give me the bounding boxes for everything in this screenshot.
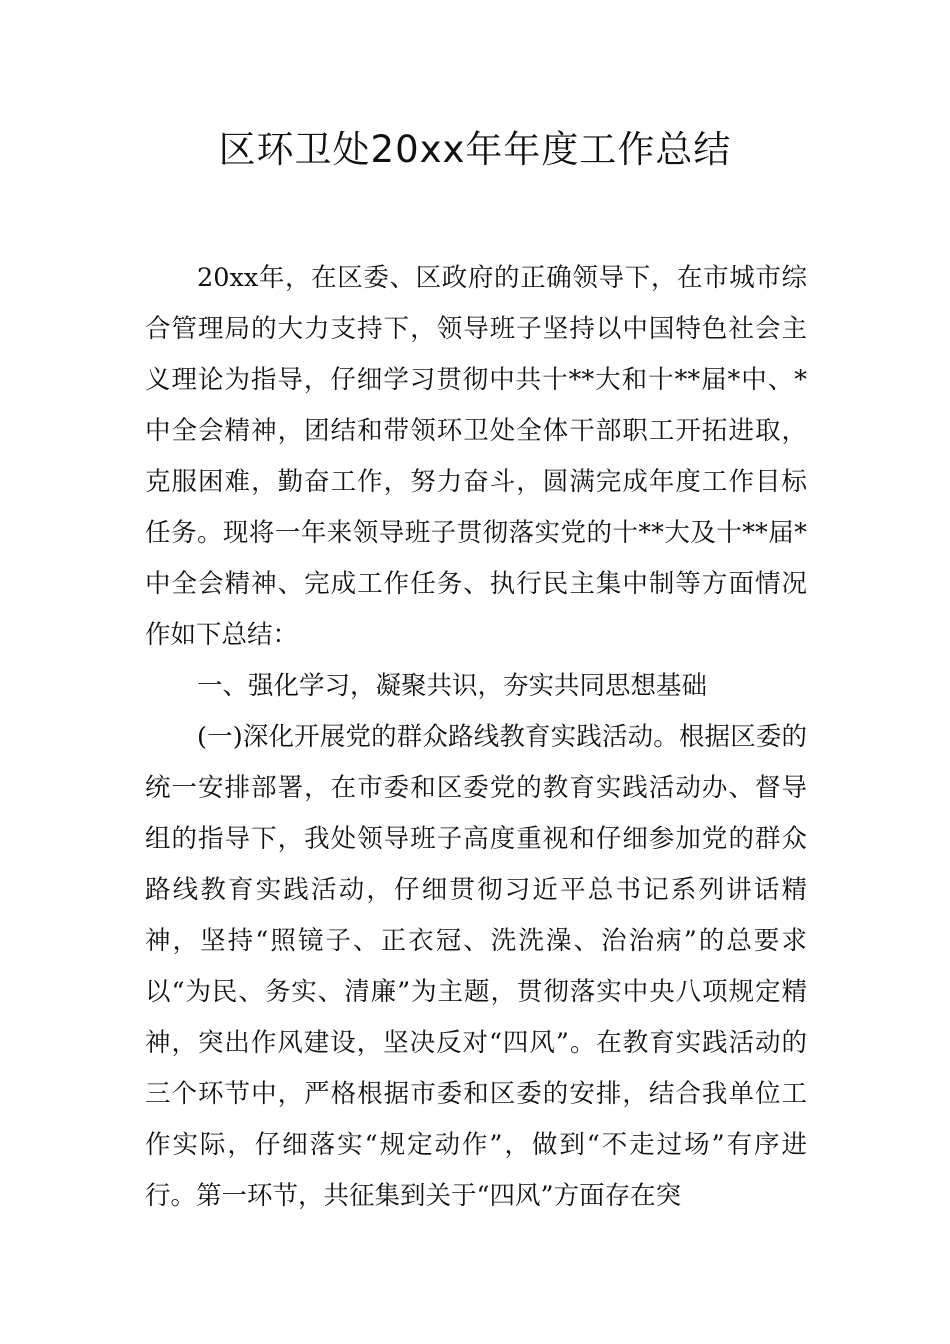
section-heading-1: 一、强化学习，凝聚共识，夯实共同思想基础 bbox=[197, 671, 708, 701]
intro-paragraph: 20xx年，在区委、区政府的正确领导下，在市城市综合管理局的大力支持下，领导班子坚持以中国特色社会主义理论为指导，仔细学习贯彻中共十**大和十**届*中、*中全会精神，团结和带领环卫处全体干部职工开拓进取，克服困难，勤奋工作，努力奋斗，圆满完成年度工作目标任务。现将一年来领导班子贯彻落实党的十**大及十**届*中全会精神、完成工作任务、执行民主集中制等方面情况作如下总结： bbox=[145, 263, 807, 650]
document-title: 区环卫处20xx年年度工作总结 bbox=[218, 128, 732, 171]
document-body bbox=[145, 253, 807, 1222]
subsection-paragraph-1: (一)深化开展党的群众路线教育实践活动。根据区委的统一安排部署，在市委和区委党的教育实践活动办、督导组的指导下，我处领导班子高度重视和仔细参加党的群众路线教育实践活动，仔细贯彻习近平总书记系列讲话精神，坚持“照镜子、正衣冠、洗洗澡、治治病”的总要求以“为民、务实、清廉”为主题，贯彻落实中央八项规定精神，突出作风建设，坚决反对“四风”。在教育实践活动的三个环节中，严格根据市委和区委的安排，结合我单位工作实际，仔细落实“规定动作”，做到“不走过场”有序进行。第一环节，共征集到关于“四风”方面存在突 bbox=[145, 722, 807, 1211]
